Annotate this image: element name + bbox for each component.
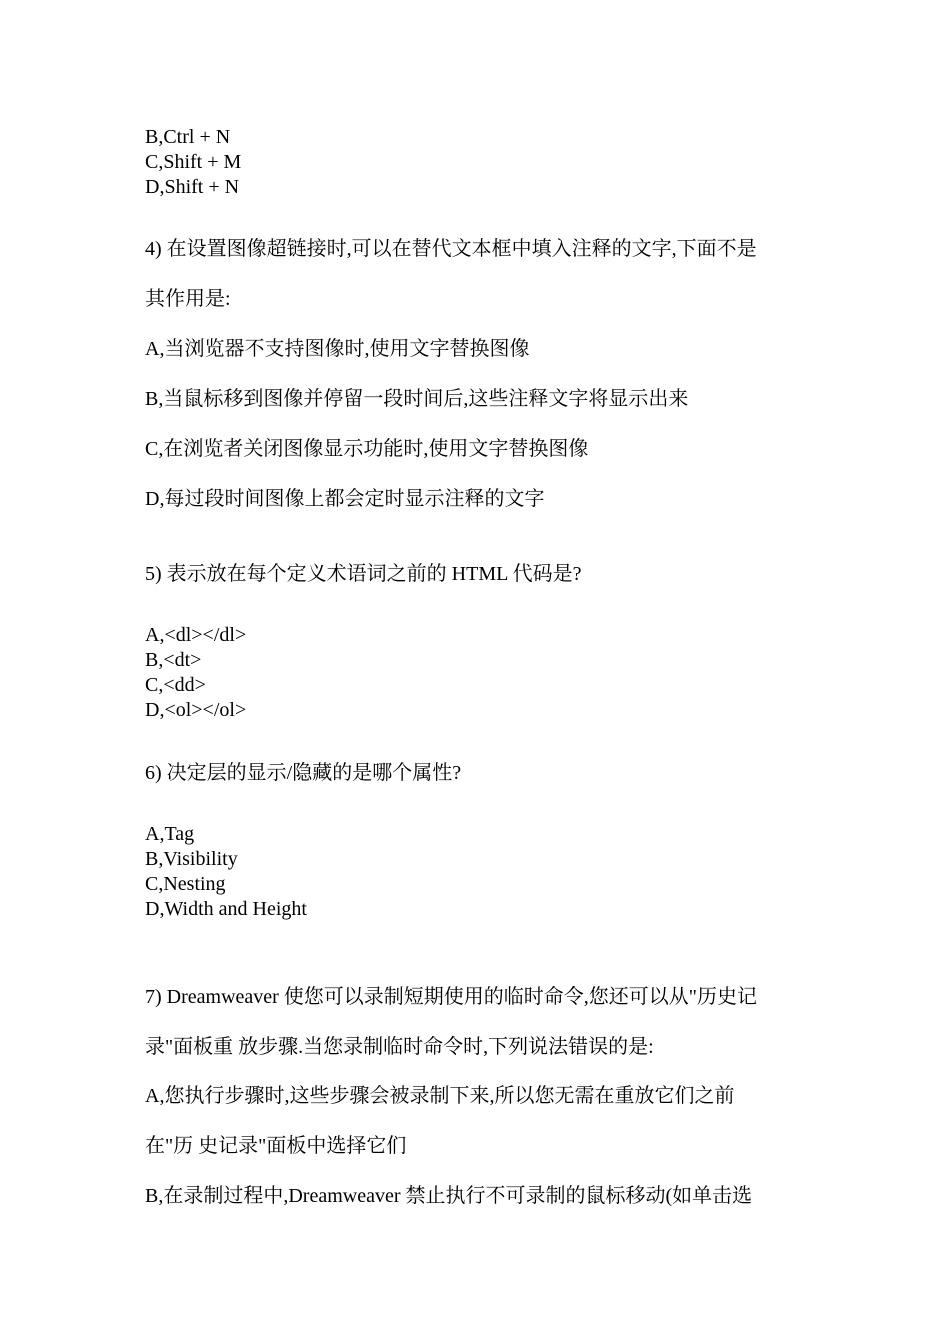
- q4-question-line2: 其作用是:: [145, 288, 231, 310]
- q6-question: 6) 决定层的显示/隐藏的是哪个属性?: [145, 762, 462, 784]
- q6-option-b: B,Visibility: [145, 848, 238, 870]
- q7-option-b-line1: B,在录制过程中,Dreamweaver 禁止执行不可录制的鼠标移动(如单击选: [145, 1185, 753, 1207]
- q6-option-c: C,Nesting: [145, 873, 226, 895]
- q5-option-d: D,<ol></ol>: [145, 699, 247, 721]
- q4-option-d: D,每过段时间图像上都会定时显示注释的文字: [145, 488, 545, 510]
- q6-option-d: D,Width and Height: [145, 898, 307, 920]
- q4-question-line1: 4) 在设置图像超链接时,可以在替代文本框中填入注释的文字,下面不是: [145, 238, 757, 260]
- q7-question-line1: 7) Dreamweaver 使您可以录制短期使用的临时命令,您还可以从"历史记: [145, 986, 757, 1008]
- q7-question-line2: 录"面板重 放步骤.当您录制临时命令时,下列说法错误的是:: [145, 1036, 654, 1058]
- q7-option-a-line1: A,您执行步骤时,这些步骤会被录制下来,所以您无需在重放它们之前: [145, 1085, 735, 1107]
- q3-option-b: B,Ctrl + N: [145, 126, 231, 148]
- q4-option-b: B,当鼠标移到图像并停留一段时间后,这些注释文字将显示出来: [145, 388, 689, 410]
- q5-option-a: A,<dl></dl>: [145, 624, 247, 646]
- q5-option-c: C,<dd>: [145, 674, 206, 696]
- q4-option-c: C,在浏览者关闭图像显示功能时,使用文字替换图像: [145, 438, 589, 460]
- q5-option-b: B,<dt>: [145, 649, 202, 671]
- q7-option-a-line2: 在"历 史记录"面板中选择它们: [145, 1135, 407, 1157]
- q5-question: 5) 表示放在每个定义术语词之前的 HTML 代码是?: [145, 563, 582, 585]
- q3-option-c: C,Shift + M: [145, 151, 242, 173]
- q3-option-d: D,Shift + N: [145, 176, 240, 198]
- q6-option-a: A,Tag: [145, 823, 195, 845]
- q4-option-a: A,当浏览器不支持图像时,使用文字替换图像: [145, 338, 530, 360]
